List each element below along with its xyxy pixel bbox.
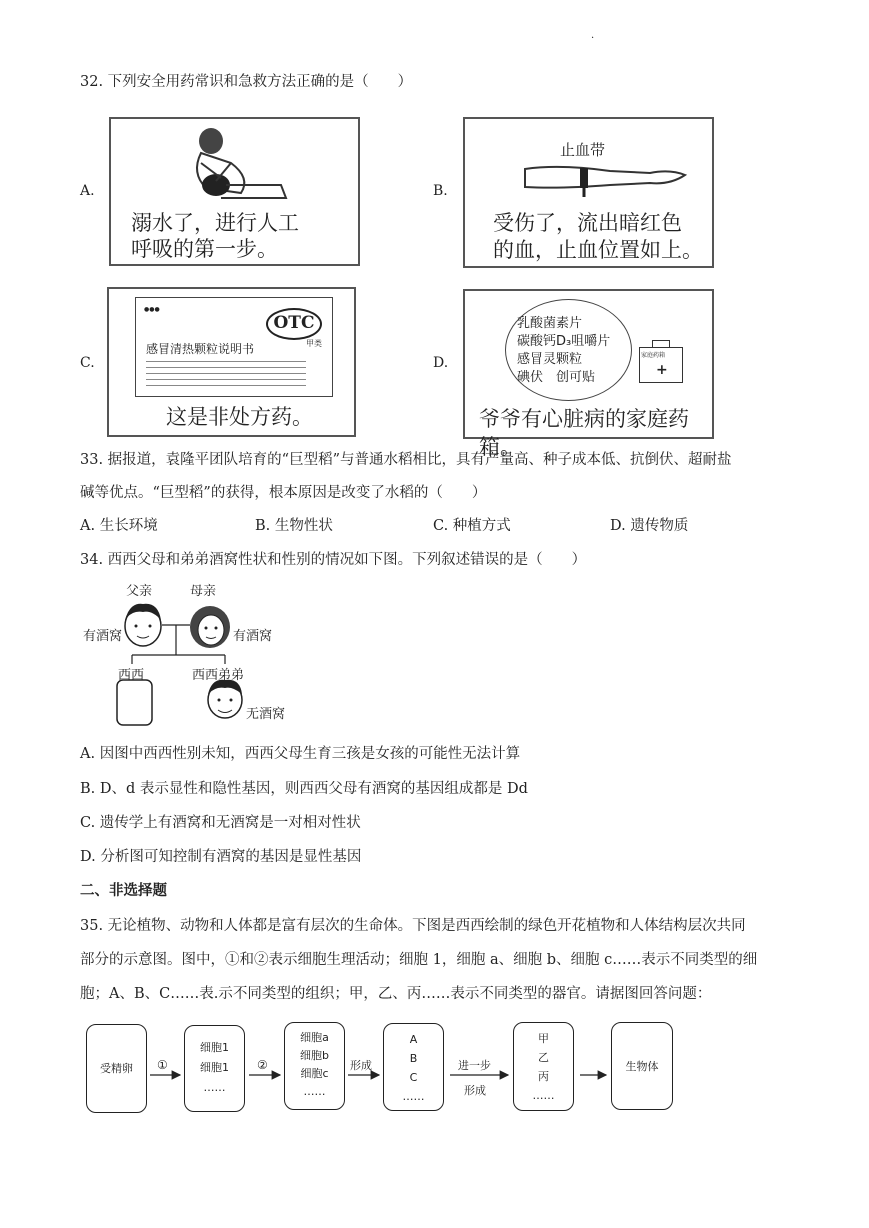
medicine-list [517,315,610,387]
q32-option-d-card [463,289,714,459]
q32-option-a-label: A. [80,183,95,199]
pedigree-brother-label: 西西弟弟 [192,668,245,683]
flow-item: 细胞1 [200,1041,229,1054]
flow-item: B [409,1052,418,1065]
q32-option-c-label: C. [80,355,95,371]
medicine-kit-label: 家庭药箱 [641,352,666,359]
flow-item: 丙 [538,1070,549,1083]
flow-organism-label: 生物体 [625,1060,659,1073]
flow-item: 甲 [538,1032,549,1045]
q34-stem: 34. 西西父母和弟弟酒窝性状和性别的情况如下图。下列叙述错误的是（ ） [80,552,587,568]
pedigree-mother-trait: 有酒窝 [233,629,273,644]
pedigree-mother-label: 母亲 [190,584,217,599]
flow-item: A [409,1033,418,1046]
q33-stem-2: 碱等优点。“巨型稻”的获得，根本原因是改变了水稻的（ ） [80,485,487,501]
flow-item: …… [303,1085,326,1098]
q32-option-c-card [107,287,356,437]
otc-badge: OTC [266,308,322,340]
q34-option-b: B. D、d 表示显性和隐性基因，则西西父母有酒窝的基因组成都是 Dd [80,781,528,797]
q35-line-1: 35. 无论植物、动物和人体都是富有层次的生命体。下图是西西绘制的绿色开花植物和人体结构层次共同 [80,918,746,934]
q32-option-b-caption-1: 受伤了，流出暗红色 [493,211,682,235]
q35-line-2: 部分的示意图。图中，①和②表示细胞生理活动；细胞 1，细胞 a、细胞 b、细胞 c……表示不同类型的细 [80,952,758,968]
q32-option-b-label: B. [433,183,448,199]
medicine-kit-icon: 家庭药箱 + [639,347,683,383]
q32-option-a-card [109,117,360,266]
leaflet-fine-print [146,358,306,390]
flow-arrow-3-label: 形成 [350,1059,372,1072]
page-mark: . [591,30,595,41]
medicine-leaflet: ●●● OTC 甲类 感冒清热颗粒说明书 [135,297,333,397]
leaflet-title: 感冒清热颗粒说明书 [146,342,255,356]
cpr-illustration-icon [171,123,291,203]
flow-arrows [0,1000,869,1140]
medicine-item: 碳酸钙D₃咀嚼片 [517,334,611,349]
q32-option-c-caption: 这是非处方药。 [166,405,313,429]
flow-arrow-4-top: 进一步 [458,1059,491,1072]
pedigree-xixi-label: 西西 [118,668,145,683]
pedigree-father-trait: 有酒窝 [83,629,123,644]
medicine-item: 乳酸菌素片 [517,316,583,331]
flow-item: 乙 [538,1051,549,1064]
flow-item: …… [402,1090,425,1103]
flow-arrow-4-bottom: 形成 [464,1084,486,1097]
q34-option-a: A. 因图中西西性别未知，西西父母生育三孩是女孩的可能性无法计算 [80,746,521,762]
medicine-item: 感冒灵颗粒 [517,352,583,367]
q32-option-b-caption-2: 的血，止血位置如上。 [493,238,703,262]
flow-item: 细胞1 [200,1061,229,1074]
q32-option-d-label: D. [433,355,449,371]
arm-tourniquet-icon [520,159,690,199]
q32-option-a-caption-1: 溺水了，进行人工 [131,211,299,235]
q34-option-c: C. 遗传学上有酒窝和无酒窝是一对相对性状 [80,815,361,831]
flow-item: 细胞a [300,1031,329,1044]
q33-option-a: A. 生长环境 [80,518,158,534]
flow-item: …… [532,1089,555,1102]
section-heading: 二、非选择题 [80,882,167,899]
flow-zygote-label: 受精卵 [100,1062,133,1075]
flow-arrow-1-label: ① [157,1058,168,1072]
flow-item: 细胞b [300,1049,329,1062]
flow-item: 细胞c [300,1067,329,1080]
q32-option-a-caption-2: 呼吸的第一步。 [131,237,278,261]
flow-item: …… [203,1081,226,1094]
q32-stem: 32. 下列安全用药常识和急救方法正确的是（ ） [80,74,413,90]
flow-arrow-2-label: ② [257,1058,268,1072]
q33-option-d: D. 遗传物质 [610,518,689,534]
q32-option-b-card [463,117,714,268]
pedigree-diagram [80,580,310,730]
q32-option-d-caption: 爷爷有心脏病的家庭药箱。 [479,407,689,459]
tourniquet-label: 止血带 [560,141,606,159]
pedigree-brother-trait: 无酒窝 [246,707,286,722]
q34-option-d: D. 分析图可知控制有酒窝的基因是显性基因 [80,849,362,865]
q35-line-3: 胞；A、B、C……表.示不同类型的组织；甲，乙、丙……表示不同类型的器官。请据图回答问题： [80,986,712,1002]
q33-option-b: B. 生物性状 [255,518,333,534]
q33-stem-1: 33. 据报道，袁隆平团队培育的“巨型稻”与普通水稻相比，具有产量高、种子成本低、抗倒伏、超耐盐 [80,452,732,468]
pedigree-father-label: 父亲 [126,584,153,599]
medicine-item: 碘伏 创可贴 [517,370,596,385]
q33-option-c: C. 种植方式 [433,518,511,534]
flow-item: C [409,1071,418,1084]
otc-class: 甲类 [306,339,322,348]
